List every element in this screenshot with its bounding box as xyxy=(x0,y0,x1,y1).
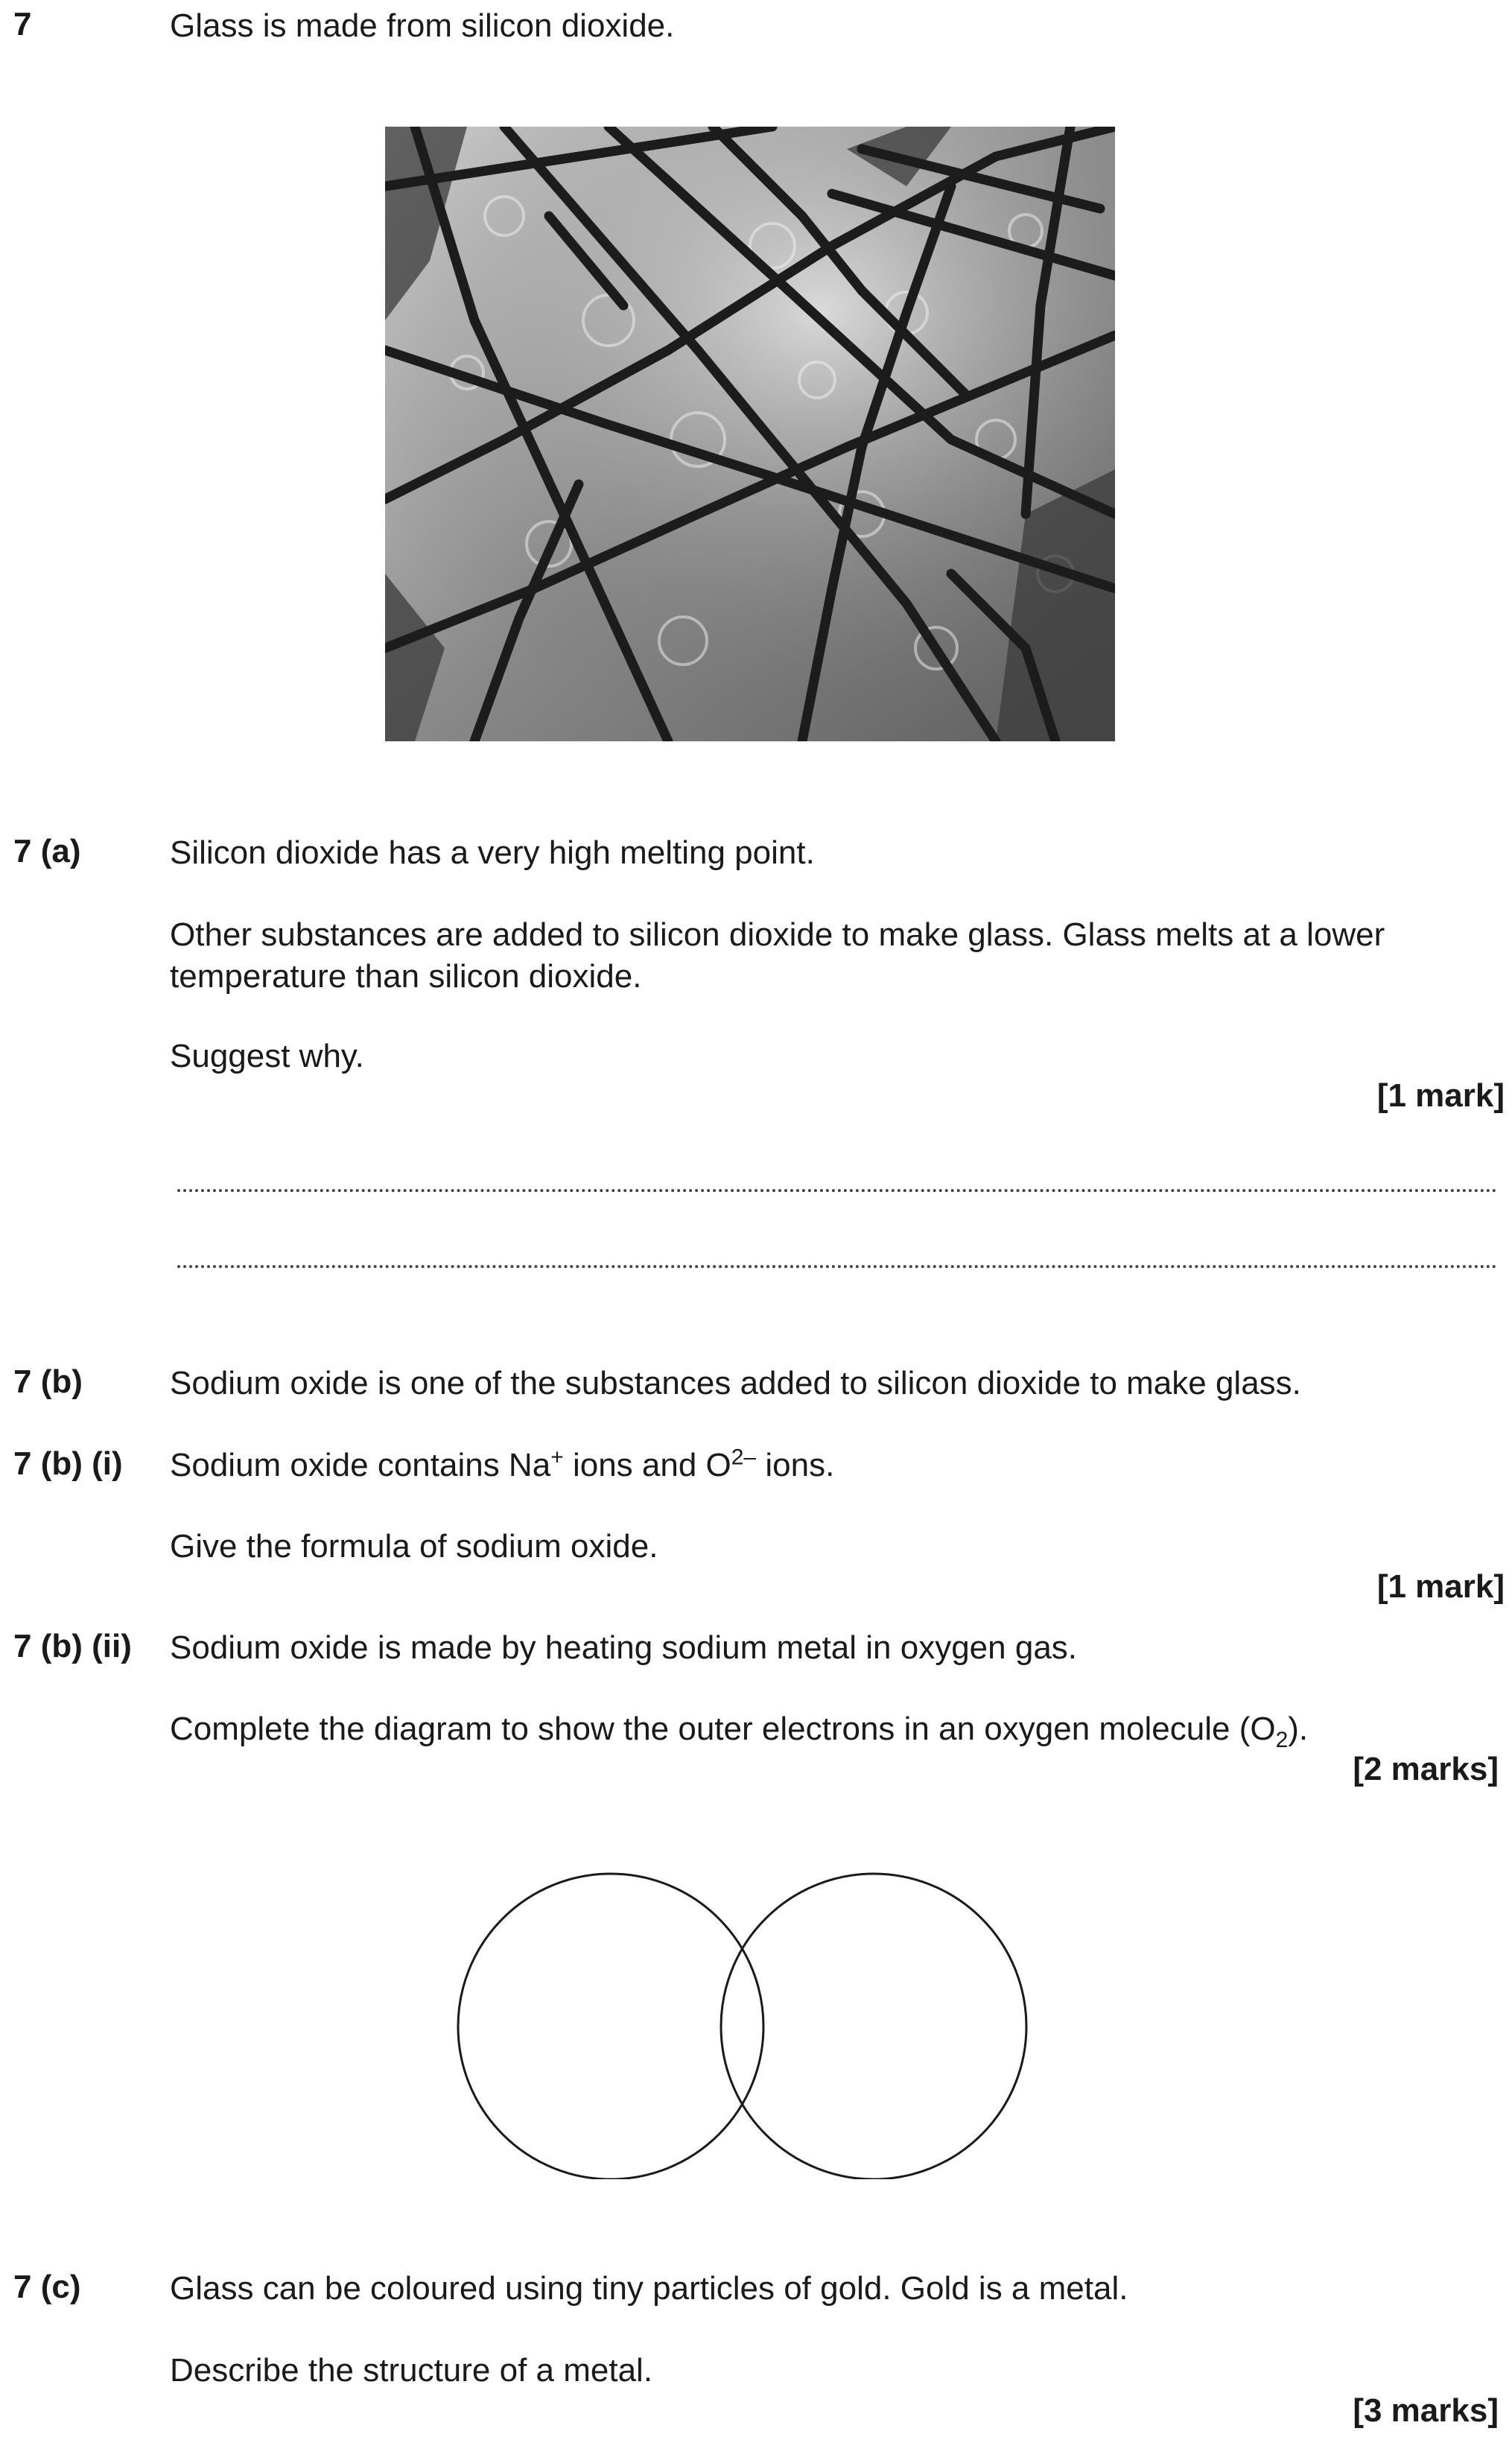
answer-line-7a-1[interactable] xyxy=(177,1189,1497,1192)
question-7bii-line2 xyxy=(170,1709,1309,1752)
question-number: 7 xyxy=(13,6,32,42)
question-intro: Glass is made from silicon dioxide. xyxy=(170,7,675,44)
question-7bi-text-mid: ions and O xyxy=(563,1447,731,1483)
question-7c-line1: Glass can be coloured using tiny particles of gold. Gold is a metal. xyxy=(170,2270,1128,2307)
question-7a-line3: Suggest why. xyxy=(170,1038,364,1074)
oxygen-atom-shell-left[interactable] xyxy=(458,1874,763,2179)
oxygen-subscript: 2 xyxy=(1275,1727,1289,1752)
question-7bii-marks: [2 marks] xyxy=(1353,1751,1499,1787)
question-7b-label: 7 (b) xyxy=(13,1363,83,1400)
stained-glass-photo xyxy=(385,127,1115,741)
question-7a-label: 7 (a) xyxy=(13,833,81,869)
question-7b-text: Sodium oxide is one of the substances added to silicon dioxide to make glass. xyxy=(170,1365,1301,1401)
question-7a-line1: Silicon dioxide has a very high melting point. xyxy=(170,834,815,871)
oxide-charge: 2– xyxy=(731,1445,757,1470)
question-7a-marks: [1 mark] xyxy=(1376,1077,1505,1114)
sodium-charge: + xyxy=(550,1445,564,1470)
question-7c-marks: [3 marks] xyxy=(1353,2392,1499,2429)
question-7bi-marks: [1 mark] xyxy=(1376,1568,1505,1605)
question-7bii-line2-pre: Complete the diagram to show the outer electrons in an oxygen molecule (O xyxy=(170,1711,1276,1747)
question-7bi-text xyxy=(170,1445,834,1486)
question-7bii-line1: Sodium oxide is made by heating sodium metal in oxygen gas. xyxy=(170,1629,1078,1666)
question-7bi-line2: Give the formula of sodium oxide. xyxy=(170,1528,658,1565)
question-7a-line2: Other substances are added to silicon dioxide to make glass. Glass melts at a lower temperature than silicon dioxide. xyxy=(170,916,1385,995)
question-7bii-line2-post: ). xyxy=(1288,1711,1309,1747)
question-7bi-label: 7 (b) (i) xyxy=(13,1445,123,1482)
oxygen-molecule-diagram[interactable] xyxy=(454,1866,1043,2179)
question-7bi-text-post: ions. xyxy=(756,1447,835,1483)
question-7bi-text-pre: Sodium oxide contains Na xyxy=(170,1447,551,1483)
question-7c-line2: Describe the structure of a metal. xyxy=(170,2352,653,2389)
question-7bii-label: 7 (b) (ii) xyxy=(13,1628,132,1664)
stained-glass-image xyxy=(385,127,1115,741)
question-7c-label: 7 (c) xyxy=(13,2269,81,2305)
answer-line-7a-2[interactable] xyxy=(177,1265,1497,1268)
oxygen-atom-shell-right[interactable] xyxy=(721,1874,1026,2179)
